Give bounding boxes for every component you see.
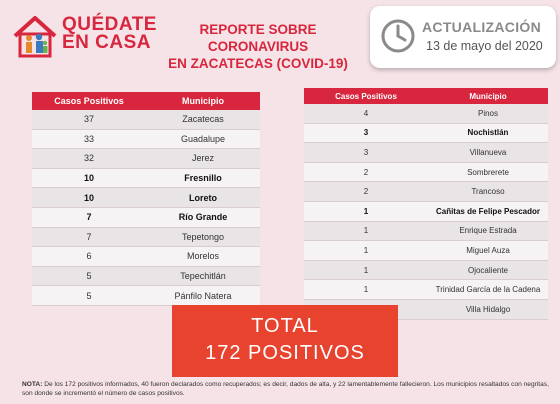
table-row [304, 221, 548, 241]
municipio-cell: Villanueva [428, 143, 548, 163]
header-casos: Casos Positivos [32, 92, 146, 110]
note-text: De los 172 positivos informados, 40 fueron declarados como recuperados; es decir, dados de alta, y 22 lamentablemente fallecieron. Los municipios resaltados con negritas, son donde se incrementó el número de casos positivos. [22, 381, 549, 397]
logo-line2: EN CASA [62, 32, 152, 53]
table-row [32, 168, 260, 188]
header-municipio: Municipio [146, 92, 260, 110]
update-label: ACTUALIZACIÓN [422, 19, 541, 35]
casos-cell: 3 [304, 123, 428, 143]
total-label: TOTAL [251, 315, 319, 337]
table-row [304, 123, 548, 143]
casos-cell: 1 [304, 221, 428, 241]
casos-cell: 2 [304, 162, 428, 182]
total-count: 172 POSITIVOS [205, 342, 365, 364]
municipio-cell: Fresnillo [146, 168, 260, 188]
note-label: NOTA: [22, 381, 43, 388]
casos-cell: 7 [32, 227, 146, 247]
table-row [32, 227, 260, 247]
casos-cell: 4 [304, 104, 428, 123]
table-header-row [32, 92, 260, 110]
table-row [32, 207, 260, 227]
table-row [304, 241, 548, 261]
municipio-cell: Jerez [146, 149, 260, 169]
municipio-cell: Enrique Estrada [428, 221, 548, 241]
table-row [32, 247, 260, 267]
municipio-cell: Tepetongo [146, 227, 260, 247]
casos-cell: 5 [32, 266, 146, 286]
casos-cell: 1 [304, 201, 428, 221]
municipio-cell: Morelos [146, 247, 260, 267]
municipio-cell: Zacatecas [146, 110, 260, 129]
header [0, 0, 560, 72]
municipio-cell: Pánfilo Natera [146, 286, 260, 306]
total-box [172, 305, 398, 377]
table-row [32, 149, 260, 169]
logo-line1: QUÉDATE [62, 14, 157, 35]
house-family-icon [12, 14, 58, 58]
table-row [32, 286, 260, 306]
logo-text [62, 16, 157, 52]
left-cases-table [32, 92, 260, 306]
table-row [304, 280, 548, 300]
casos-cell: 7 [32, 207, 146, 227]
casos-cell: 10 [32, 168, 146, 188]
table-row [32, 188, 260, 208]
municipio-cell: Trancoso [428, 182, 548, 202]
table-row [32, 266, 260, 286]
municipio-cell: Trinidad García de la Cadena [428, 280, 548, 300]
municipio-cell: Ojocaliente [428, 260, 548, 280]
right-cases-table [304, 88, 548, 320]
casos-cell: 2 [304, 182, 428, 202]
table-row [304, 143, 548, 163]
municipio-cell: Pinos [428, 104, 548, 123]
casos-cell: 1 [304, 280, 428, 300]
update-box [370, 6, 556, 68]
note [22, 381, 552, 398]
municipio-cell: Miguel Auza [428, 241, 548, 261]
table-header-row [304, 88, 548, 104]
header-municipio: Municipio [428, 88, 548, 104]
casos-cell: 1 [304, 241, 428, 261]
table-row [304, 201, 548, 221]
table-row [304, 182, 548, 202]
municipio-cell: Río Grande [146, 207, 260, 227]
report-title [153, 21, 363, 72]
casos-cell: 32 [32, 149, 146, 169]
casos-cell: 6 [32, 247, 146, 267]
municipio-cell: Nochistlán [428, 123, 548, 143]
table-row [304, 162, 548, 182]
casos-cell: 10 [32, 188, 146, 208]
casos-cell: 37 [32, 110, 146, 129]
clock-icon [380, 18, 416, 54]
table-row [304, 260, 548, 280]
municipio-cell: Tepechitlán [146, 266, 260, 286]
table-row [32, 129, 260, 149]
table-row [32, 110, 260, 129]
municipio-cell: Cañitas de Felipe Pescador [428, 201, 548, 221]
casos-cell: 5 [32, 286, 146, 306]
casos-cell: 33 [32, 129, 146, 149]
municipio-cell: Sombrerete [428, 162, 548, 182]
update-date: 13 de mayo del 2020 [426, 39, 543, 53]
report-title-line2: EN ZACATECAS (COVID-19) [168, 56, 348, 71]
header-casos: Casos Positivos [304, 88, 428, 104]
municipio-cell: Guadalupe [146, 129, 260, 149]
report-title-line1: REPORTE SOBRE CORONAVIRUS [199, 22, 317, 54]
municipio-cell: Villa Hidalgo [428, 299, 548, 319]
casos-cell: 3 [304, 143, 428, 163]
table-row [304, 104, 548, 123]
municipio-cell: Loreto [146, 188, 260, 208]
casos-cell: 1 [304, 260, 428, 280]
